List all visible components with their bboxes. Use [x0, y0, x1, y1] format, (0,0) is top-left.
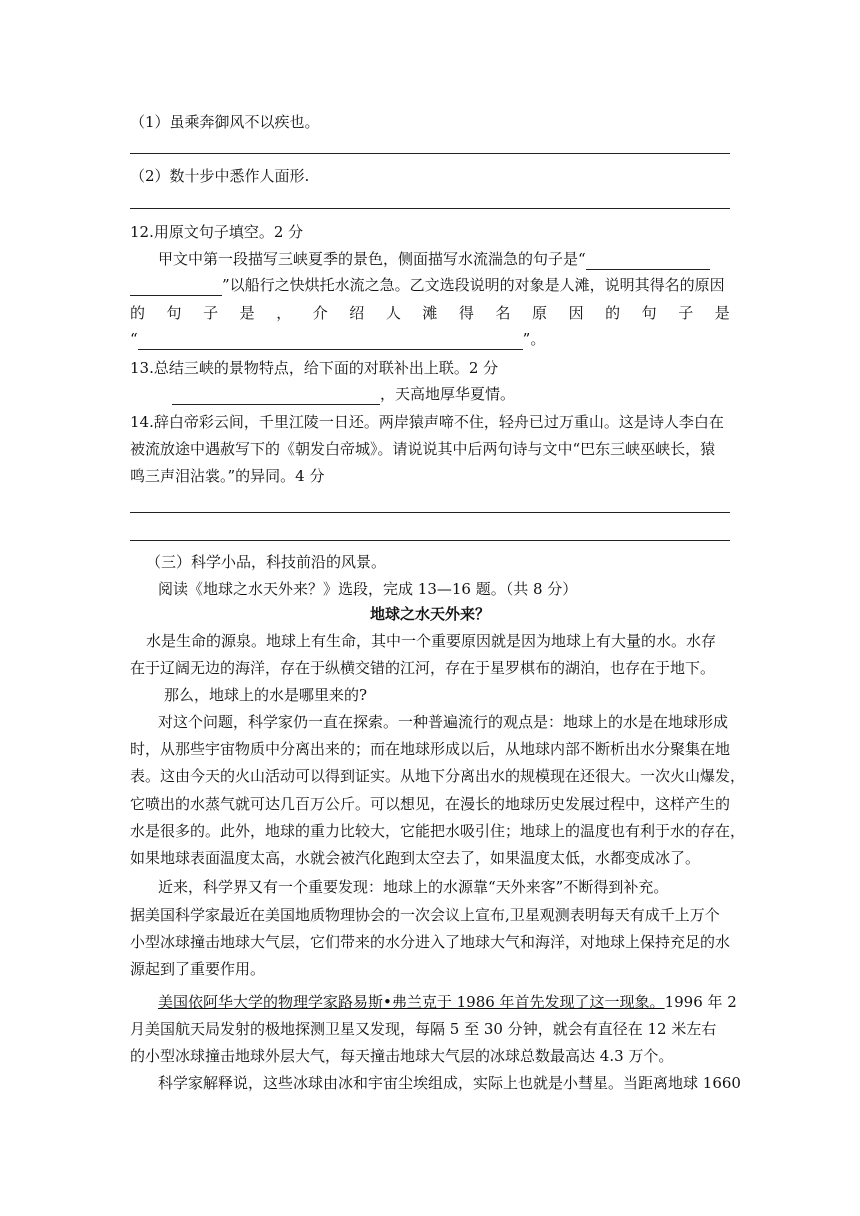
fill-blank [586, 253, 710, 270]
char: 名 [495, 304, 511, 322]
q14-line-2: 被流放途中遇赦写下的《朝发白帝城》。请说说其中后两句诗与文中“巴东三峡巫峡长，猿 [130, 440, 716, 458]
article-title: 地球之水天外来？ [369, 605, 490, 623]
char: 句 [166, 304, 182, 322]
q12-line-1 [158, 248, 758, 270]
answer-line [130, 208, 730, 209]
q12-line-4 [130, 328, 730, 350]
char: 是 [239, 304, 255, 322]
article-line: 对这个问题，科学家仍一直在探索。一种普遍流行的观点是：地球上的水是在地球形成 [158, 713, 729, 731]
article-line: 如果地球表面温度太高，水就会被汽化跑到太空去了，如果温度太低，水都变成冰了。 [130, 849, 701, 867]
q11-item-1: （1）虽乘奔御风不以疾也。 [130, 113, 320, 131]
article-line: 水是很多的。此外，地球的重力比较大，它能把水吸引住；地球上的温度也有利于水的存在， [130, 822, 746, 840]
char: 滩 [422, 304, 438, 322]
char: 得 [458, 304, 474, 322]
q12-line-2-text: ”以船行之快烘托水流之急。乙文选段说明的对象是人滩，说明其得名的原因 [222, 276, 725, 294]
fill-blank [138, 333, 523, 350]
q11-item-2: （2）数十步中悉作人面形. [130, 167, 310, 185]
q12-line-1-text: 甲文中第一段描写三峡夏季的景色，侧面描写水流湍急的句子是“ [158, 250, 586, 268]
fill-blank [172, 388, 380, 405]
section-heading: （三）科学小品，科技前沿的风景。 [146, 553, 387, 571]
char: 的 [130, 304, 146, 322]
article-line: 源起到了重要作用。 [130, 960, 266, 978]
section-instruction: 阅读《地球之水天外来？》选段，完成 13—16 题。（共 8 分） [158, 580, 578, 598]
char: 因 [568, 304, 584, 322]
q12-line-2 [130, 274, 730, 296]
article-line [158, 991, 758, 1013]
char: 是 [714, 304, 730, 322]
article-line: 那么，地球上的水是哪里来的? [164, 686, 368, 704]
q12-heading: 12.用原文句子填空。2 分 [130, 223, 304, 241]
q12-line-3 [130, 302, 730, 324]
article-line: 时，从那些宇宙物质中分离出来的；而在地球形成以后，从地球内部不断析出水分聚集在地 [130, 740, 731, 758]
char: 子 [203, 304, 219, 322]
quote-open: “ [130, 330, 138, 348]
article-line: 的小型冰球撞击地球外层大气，每天撞击地球大气层的冰球总数最高达 4.3 万个。 [130, 1047, 674, 1065]
article-line: 科学家解释说，这些冰球由冰和宇宙尘埃组成，实际上也就是小彗星。当距离地球 1660 [158, 1074, 741, 1092]
char: 人 [385, 304, 401, 322]
char: ， [276, 304, 292, 322]
char: 的 [605, 304, 621, 322]
fill-blank [130, 279, 222, 296]
underlined-sentence: 美国依阿华大学的物理学家路易斯•弗兰克于 1986 年首先发现了这一现象。 [158, 993, 665, 1011]
article-line: 它喷出的水蒸气就可达几百万公斤。可以想见，在漫长的地球历史发展过程中，这样产生的 [130, 795, 731, 813]
q13-couplet [172, 383, 772, 405]
article-line: 在于辽阔无边的海洋，存在于纵横交错的江河，存在于星罗棋布的湖泊，也存在于地下。 [130, 659, 716, 677]
char: 介 [312, 304, 328, 322]
article-line: 表。这由今天的火山活动可以得到证实。从地下分离出水的规模现在还很大。一次火山爆发， [130, 767, 746, 785]
q14-line-3: 鸣三声泪沾裳。”的异同。4 分 [130, 467, 325, 485]
article-line: 据美国科学家最近在美国地质物理协会的一次会议上宣布,卫星观测表明每天有成千上万个 [130, 906, 720, 924]
char: 子 [678, 304, 694, 322]
article-text: 1996 年 2 [664, 993, 737, 1011]
q13-heading: 13.总结三峡的景物特点，给下面的对联补出上联。2 分 [130, 359, 499, 377]
article-line: 水是生命的源泉。地球上有生命，其中一个重要原因就是因为地球上有大量的水。水存 [146, 632, 717, 650]
q14-line-1: 14.辞白帝彩云间，千里江陵一日还。两岸猿声啼不住，轻舟已过万重山。这是诗人李白在 [130, 413, 724, 431]
article-line: 小型冰球撞击地球大气层，它们带来的水分进入了地球大气和海洋，对地球上保持充足的水 [130, 933, 731, 951]
char: 原 [532, 304, 548, 322]
char: 绍 [349, 304, 365, 322]
answer-line [130, 153, 730, 154]
article-line: 近来，科学界又有一个重要发现：地球上的水源靠“天外来客”不断得到补充。 [158, 878, 669, 896]
couplet-tail: ，天高地厚华夏情。 [380, 385, 516, 403]
answer-line [130, 512, 730, 513]
answer-line [130, 540, 730, 541]
char: 句 [641, 304, 657, 322]
quote-close: ”。 [522, 330, 546, 348]
article-line: 月美国航天局发射的极地探测卫星又发现，每隔 5 至 30 分钟，就会有直径在 12 米左右 [130, 1020, 717, 1038]
